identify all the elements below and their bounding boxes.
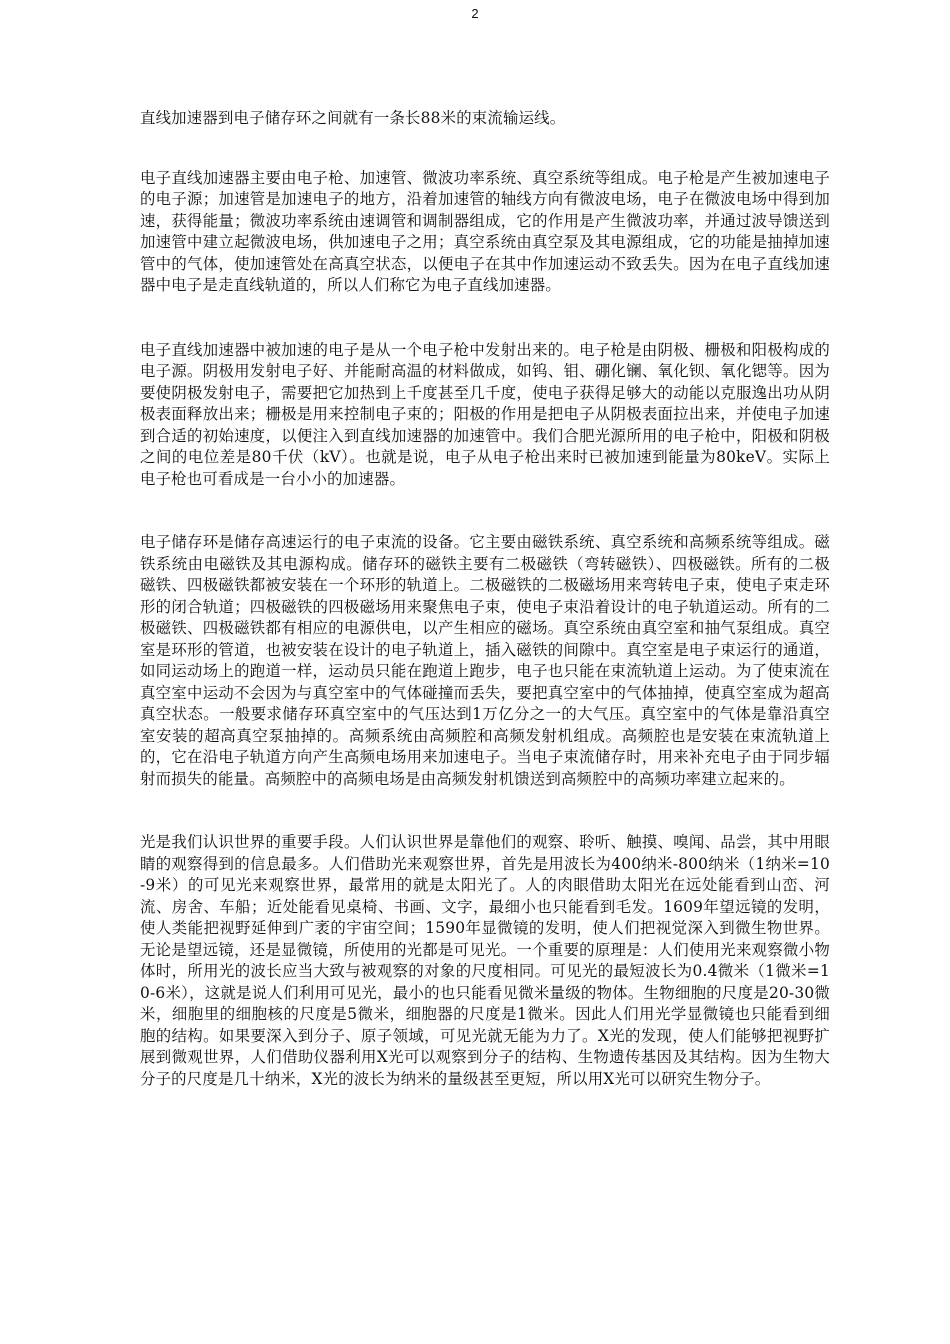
paragraph-storage-ring: 电子储存环是储存高速运行的电子束流的设备。它主要由磁铁系统、真空系统和高频系统等组成。磁铁系统由电磁铁及其电源构成。储存环的磁铁主要有二极磁铁（弯转磁铁）、四极磁铁。所有的二极磁铁、四极磁铁都被安装在一个环形的轨道上。二极磁铁的二极磁场用来弯转电子束，使电子束走环形的闭合轨道；四极磁铁的四极磁场用来聚焦电子束，使电子束沿着设计的电子轨道运动。所有的二极磁铁、四极磁铁都有相应的电源供电，以产生相应的磁场。真空系统由真空室和抽气泵组成。真空室是环形的管道，也被安装在设计的电子轨道上，插入磁铁的间隙中。真空室是电子束运行的通道，如同运动场上的跑道一样，运动员只能在跑道上跑步，电子也只能在束流轨道上运动。为了使束流在真空室中运动不会因为与真空室中的气体碰撞而丢失，要把真空室中的气体抽掉，使真空室成为超高真空状态。一般要求储存环真空室中的气压达到1万亿分之一的大气压。真空室中的气体是靠沿真空室安装的超高真空泵抽掉的。高频系统由高频腔和高频发射机组成。高频腔也是安装在束流轨道上的，它在沿电子轨道方向产生高频电场用来加速电子。当电子束流储存时，用来补充电子由于同步辐射而损失的能量。高频腔中的高频电场是由高频发射机馈送到高频腔中的高频功率建立起来的。 bbox=[140, 533, 830, 788]
paragraph-light-observation: 光是我们认识世界的重要手段。人们认识世界是靠他们的观察、聆听、触摸、嗅闻、品尝，其中用眼睛的观察得到的信息最多。人们借助光来观察世界，首先是用波长为400纳米-800纳米（1纳米=10-9米）的可见光来观察世界，最常用的就是太阳光了。人的肉眼借助太阳光在远处能看到山峦、河流、房舍、车船；近处能看见桌椅、书画、文字，最细小也只能看到毛发。1609年望远镜的发明，使人类能把视野延伸到广袤的宇宙空间；1590年显微镜的发明，使人们把视觉深入到微生物世界。无论是望远镜，还是显微镜，所使用的光都是可见光。一个重要的原理是：人们使用光来观察微小物体时，所用光的波长应当大致与被观察的对象的尺度相同。可见光的最短波长为0.4微米（1微米=10-6米），这就是说人们利用可见光，最小的也只能看见微米量级的物体。生物细胞的尺度是20-30微米，细胞里的细胞核的尺度是5微米，细胞器的尺度是1微米。因此人们用光学显微镜也只能看到细胞的结构。如果要深入到分子、原子领域，可见光就无能为力了。X光的发现，使人们能够把视野扩展到微观世界，人们借助仪器利用X光可以观察到分子的结构、生物遗传基因及其结构。因为生物大分子的尺度是几十纳米，X光的波长为纳米的量级甚至更短，所以用X光可以研究生物分子。 bbox=[140, 833, 830, 1088]
document-body bbox=[140, 108, 830, 1090]
paragraph-electron-gun: 电子直线加速器中被加速的电子是从一个电子枪中发射出来的。电子枪是由阴极、栅极和阳极构成的电子源。阴极用发射电子好、并能耐高温的材料做成，如钨、钼、硼化镧、氧化钡、氧化锶等。因为要使阴极发射电子，需要把它加热到上千度甚至几千度，使电子获得足够大的动能以克服逸出功从阴极表面释放出来；栅极是用来控制电子束的；阳极的作用是把电子从阴极表面拉出来，并使电子加速到合适的初始速度，以便注入到直线加速器的加速管中。我们合肥光源所用的电子枪中，阳极和阴极之间的电位差是80千伏（kV）。也就是说，电子从电子枪出来时已被加速到能量为80keV。实际上电子枪也可看成是一台小小的加速器。 bbox=[140, 340, 830, 488]
paragraph-linac-composition: 电子直线加速器主要由电子枪、加速管、微波功率系统、真空系统等组成。电子枪是产生被加速电子的电子源；加速管是加速电子的地方，沿着加速管的轴线方向有微波电场，电子在微波电场中得到加速，获得能量；微波功率系统由速调管和调制器组成，它的作用是产生微波功率，并通过波导馈送到加速管中建立起微波电场，供加速电子之用；真空系统由真空泵及其电源组成，它的功能是抽掉加速管中的气体，使加速管处在高真空状态，以便电子在其中作加速运动不致丢失。因为在电子直线加速器中电子是走直线轨道的，所以人们称它为电子直线加速器。 bbox=[140, 168, 830, 294]
paragraph-beam-transport-line: 直线加速器到电子储存环之间就有一条长88米的束流输运线。 bbox=[140, 109, 566, 127]
page-number: 2 bbox=[471, 6, 479, 21]
